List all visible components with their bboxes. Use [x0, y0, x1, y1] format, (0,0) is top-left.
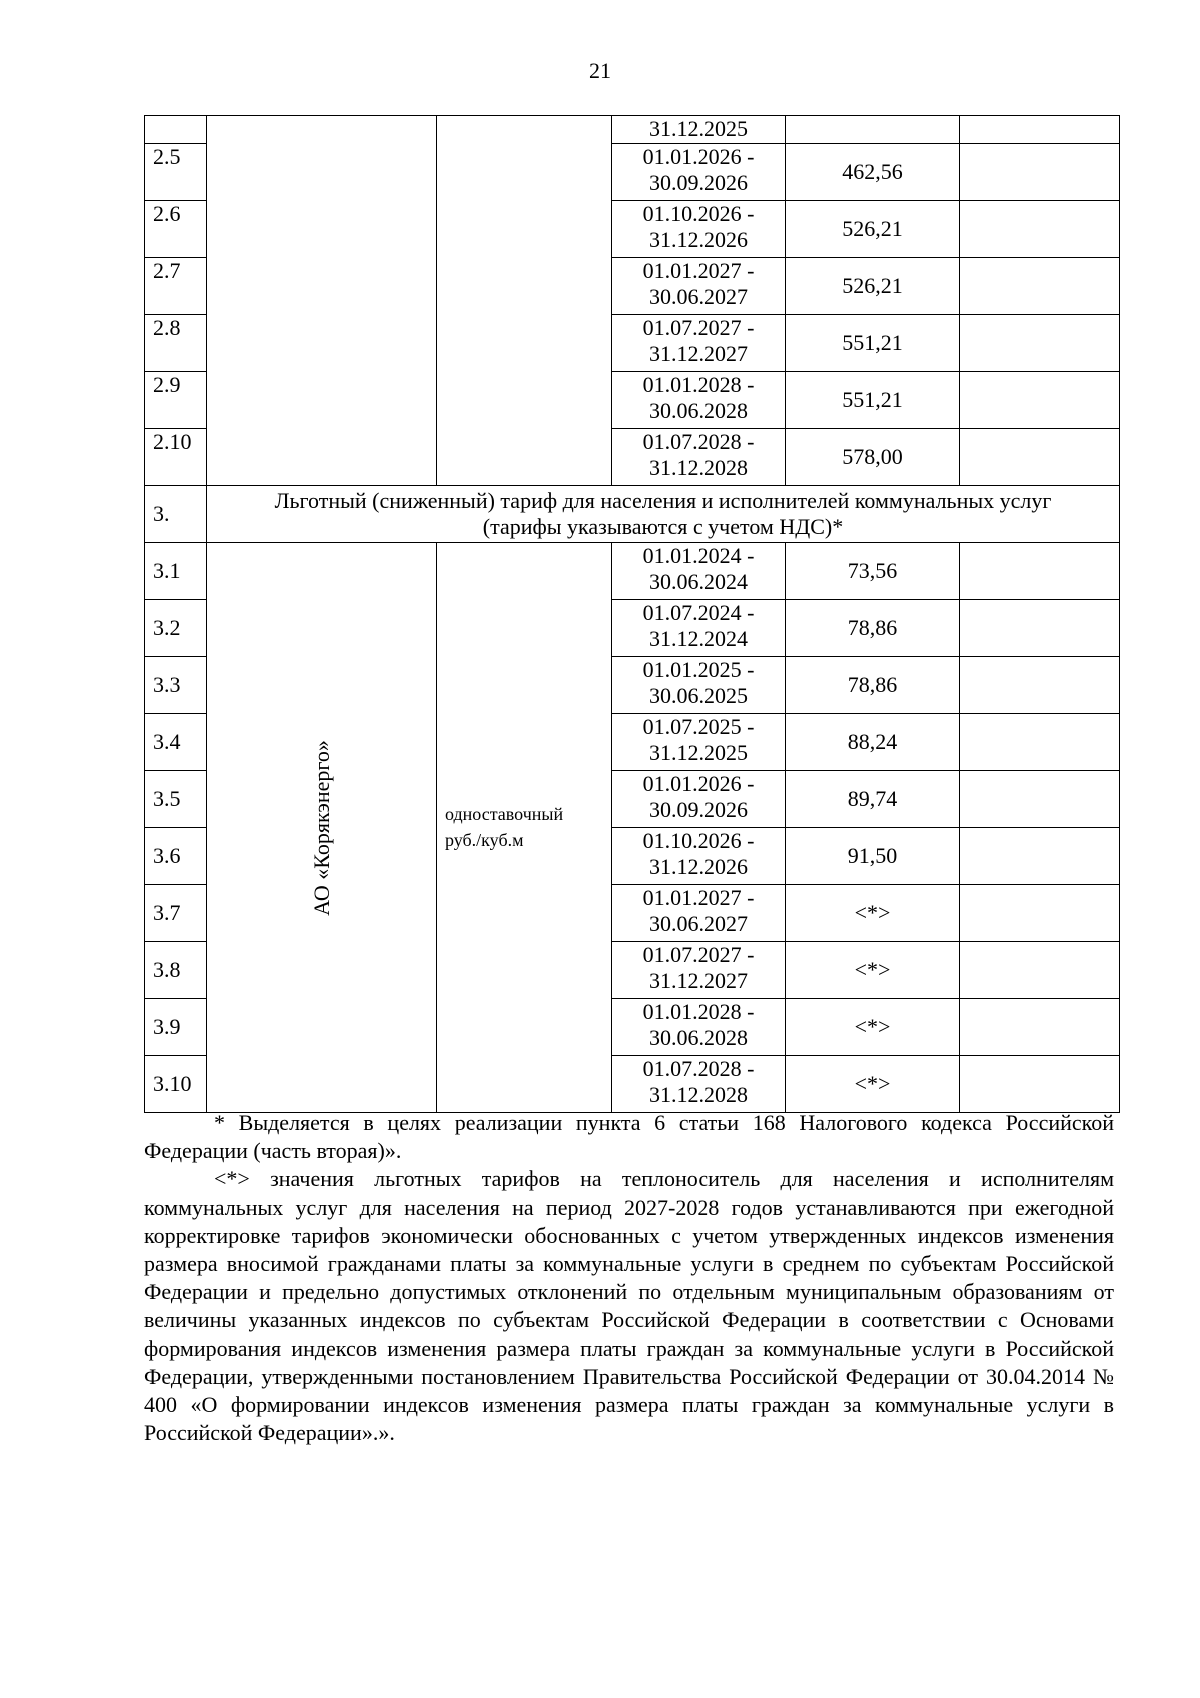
row-number-cell: 2.7	[145, 258, 207, 315]
empty-cell	[960, 258, 1120, 315]
period-cell	[612, 201, 786, 258]
period-from: 01.01.2027 -	[642, 885, 755, 910]
period-from: 01.07.2024 -	[642, 600, 755, 625]
section-header-row	[145, 486, 1120, 543]
period-cell	[612, 657, 786, 714]
table-row	[145, 543, 1120, 600]
section-title-line1: Льготный (сниженный) тариф для населения и исполнителей коммунальных услуг	[274, 488, 1052, 513]
page-number: 21	[589, 58, 611, 83]
period-from: 01.01.2026 -	[642, 144, 755, 169]
period-from: 01.10.2026 -	[642, 828, 755, 853]
period-to: 31.12.2027	[649, 968, 748, 993]
empty-cell	[960, 116, 1120, 144]
empty-cell	[960, 201, 1120, 258]
period-to: 31.12.2026	[649, 227, 748, 252]
period-from: 01.01.2027 -	[642, 258, 755, 283]
empty-cell	[960, 714, 1120, 771]
empty-cell	[960, 543, 1120, 600]
period-from: 01.07.2025 -	[642, 714, 755, 739]
period-from: 01.07.2028 -	[642, 1056, 755, 1081]
value-cell: 73,56	[786, 543, 960, 600]
period-cell	[612, 144, 786, 201]
section-title-line2: (тарифы указываются с учетом НДС)*	[482, 514, 844, 539]
value-cell: <*>	[786, 1056, 960, 1113]
period-cell	[612, 116, 786, 144]
period-cell	[612, 258, 786, 315]
value-cell: <*>	[786, 999, 960, 1056]
period-to: 31.12.2024	[649, 626, 748, 651]
period-cell	[612, 315, 786, 372]
value-cell: 526,21	[786, 258, 960, 315]
value-cell: <*>	[786, 885, 960, 942]
row-number-cell: 3.2	[145, 600, 207, 657]
empty-cell	[960, 771, 1120, 828]
row-number-cell: 3.5	[145, 771, 207, 828]
period-to: 30.06.2027	[649, 284, 748, 309]
empty-cell	[960, 372, 1120, 429]
value-cell: 462,56	[786, 144, 960, 201]
period-to: 30.09.2026	[649, 170, 748, 195]
period-from: 01.01.2026 -	[642, 771, 755, 796]
organization-name: АО «Корякэнерго»	[308, 739, 334, 916]
value-cell: 578,00	[786, 429, 960, 486]
period-to: 30.06.2028	[649, 398, 748, 423]
period-from: 01.01.2024 -	[642, 543, 755, 568]
period-cell	[612, 885, 786, 942]
period-cell	[612, 1056, 786, 1113]
empty-cell	[960, 144, 1120, 201]
value-cell: 91,50	[786, 828, 960, 885]
value-cell: 88,24	[786, 714, 960, 771]
period-cell	[612, 429, 786, 486]
footnote-angle: <*> значения льготных тарифов на теплоноситель для населения и исполнителям коммунальных услуг для населения на период 2027-2028 годов устанавливаются при ежегодной корректировке тарифов экономически обоснованных с учетом утвержденных индексов изменения размера вносимой гражданами платы за коммунальные услуги в среднем по субъектам Российской Федерации и предельно допустимых отклонений по отдельным муниципальным образованиям от величины указанных индексов по субъектам Российской Федерации в соответствии с Основами формирования индексов изменения размера платы граждан за коммунальные услуги в Российской Федерации, утвержденными постановлением Правительства Российской Федерации от 30.04.2014 № 400 «О формировании индексов изменения размера платы граждан за коммунальные услуги в Российской Федерации».».	[144, 1166, 1114, 1446]
period-to: 31.12.2027	[649, 341, 748, 366]
section-number-cell: 3.	[145, 486, 207, 543]
value-cell: 551,21	[786, 372, 960, 429]
value-cell: 78,86	[786, 600, 960, 657]
organization-cell-section2	[207, 116, 437, 486]
period-to: 31.12.2025	[649, 116, 748, 141]
value-cell	[786, 116, 960, 144]
row-number-cell: 3.9	[145, 999, 207, 1056]
period-cell	[612, 372, 786, 429]
section-title-cell	[207, 486, 1120, 543]
period-cell	[612, 999, 786, 1056]
period-from: 01.07.2027 -	[642, 942, 755, 967]
empty-cell	[960, 885, 1120, 942]
period-to: 30.06.2024	[649, 569, 748, 594]
empty-cell	[960, 315, 1120, 372]
tariff-table	[144, 115, 1120, 1113]
empty-cell	[960, 942, 1120, 999]
value-cell: <*>	[786, 942, 960, 999]
row-number-cell: 3.3	[145, 657, 207, 714]
period-from: 01.01.2025 -	[642, 657, 755, 682]
period-to: 30.09.2026	[649, 797, 748, 822]
row-number-cell: 3.4	[145, 714, 207, 771]
period-cell	[612, 942, 786, 999]
period-to: 30.06.2027	[649, 911, 748, 936]
unit-cell-section2	[437, 116, 612, 486]
value-cell: 526,21	[786, 201, 960, 258]
organization-cell	[207, 543, 437, 1113]
empty-cell	[960, 828, 1120, 885]
footnote-star: * Выделяется в целях реализации пункта 6 статьи 168 Налогового кодекса Российской Федерации (часть вторая)».	[144, 1110, 1114, 1164]
row-number-cell: 2.9	[145, 372, 207, 429]
value-cell: 78,86	[786, 657, 960, 714]
period-cell	[612, 543, 786, 600]
period-to: 30.06.2025	[649, 683, 748, 708]
row-number-cell: 3.1	[145, 543, 207, 600]
period-from: 01.10.2026 -	[642, 201, 755, 226]
period-from: 01.01.2028 -	[642, 999, 755, 1024]
period-from: 01.07.2028 -	[642, 429, 755, 454]
row-number-cell: 3.8	[145, 942, 207, 999]
empty-cell	[960, 999, 1120, 1056]
unit-cell	[437, 543, 612, 1113]
period-to: 31.12.2028	[649, 1082, 748, 1107]
value-cell: 89,74	[786, 771, 960, 828]
empty-cell	[960, 600, 1120, 657]
period-cell	[612, 714, 786, 771]
period-cell	[612, 828, 786, 885]
period-from: 01.01.2028 -	[642, 372, 755, 397]
period-cell	[612, 600, 786, 657]
period-cell	[612, 771, 786, 828]
period-to: 30.06.2028	[649, 1025, 748, 1050]
footnotes	[144, 1109, 1114, 1447]
row-number-cell: 3.6	[145, 828, 207, 885]
unit-text	[445, 801, 563, 853]
row-number-cell: 2.8	[145, 315, 207, 372]
empty-cell	[960, 1056, 1120, 1113]
table-row	[145, 116, 1120, 144]
period-to: 31.12.2026	[649, 854, 748, 879]
value-cell: 551,21	[786, 315, 960, 372]
empty-cell	[960, 429, 1120, 486]
period-to: 31.12.2025	[649, 740, 748, 765]
row-number-cell	[145, 116, 207, 144]
period-to: 31.12.2028	[649, 455, 748, 480]
row-number-cell: 2.10	[145, 429, 207, 486]
row-number-cell: 3.7	[145, 885, 207, 942]
empty-cell	[960, 657, 1120, 714]
row-number-cell: 2.5	[145, 144, 207, 201]
row-number-cell: 2.6	[145, 201, 207, 258]
tariff-type: одноставочный	[445, 804, 564, 824]
period-from: 01.07.2027 -	[642, 315, 755, 340]
row-number-cell: 3.10	[145, 1056, 207, 1113]
tariff-unit: руб./куб.м	[445, 830, 524, 850]
